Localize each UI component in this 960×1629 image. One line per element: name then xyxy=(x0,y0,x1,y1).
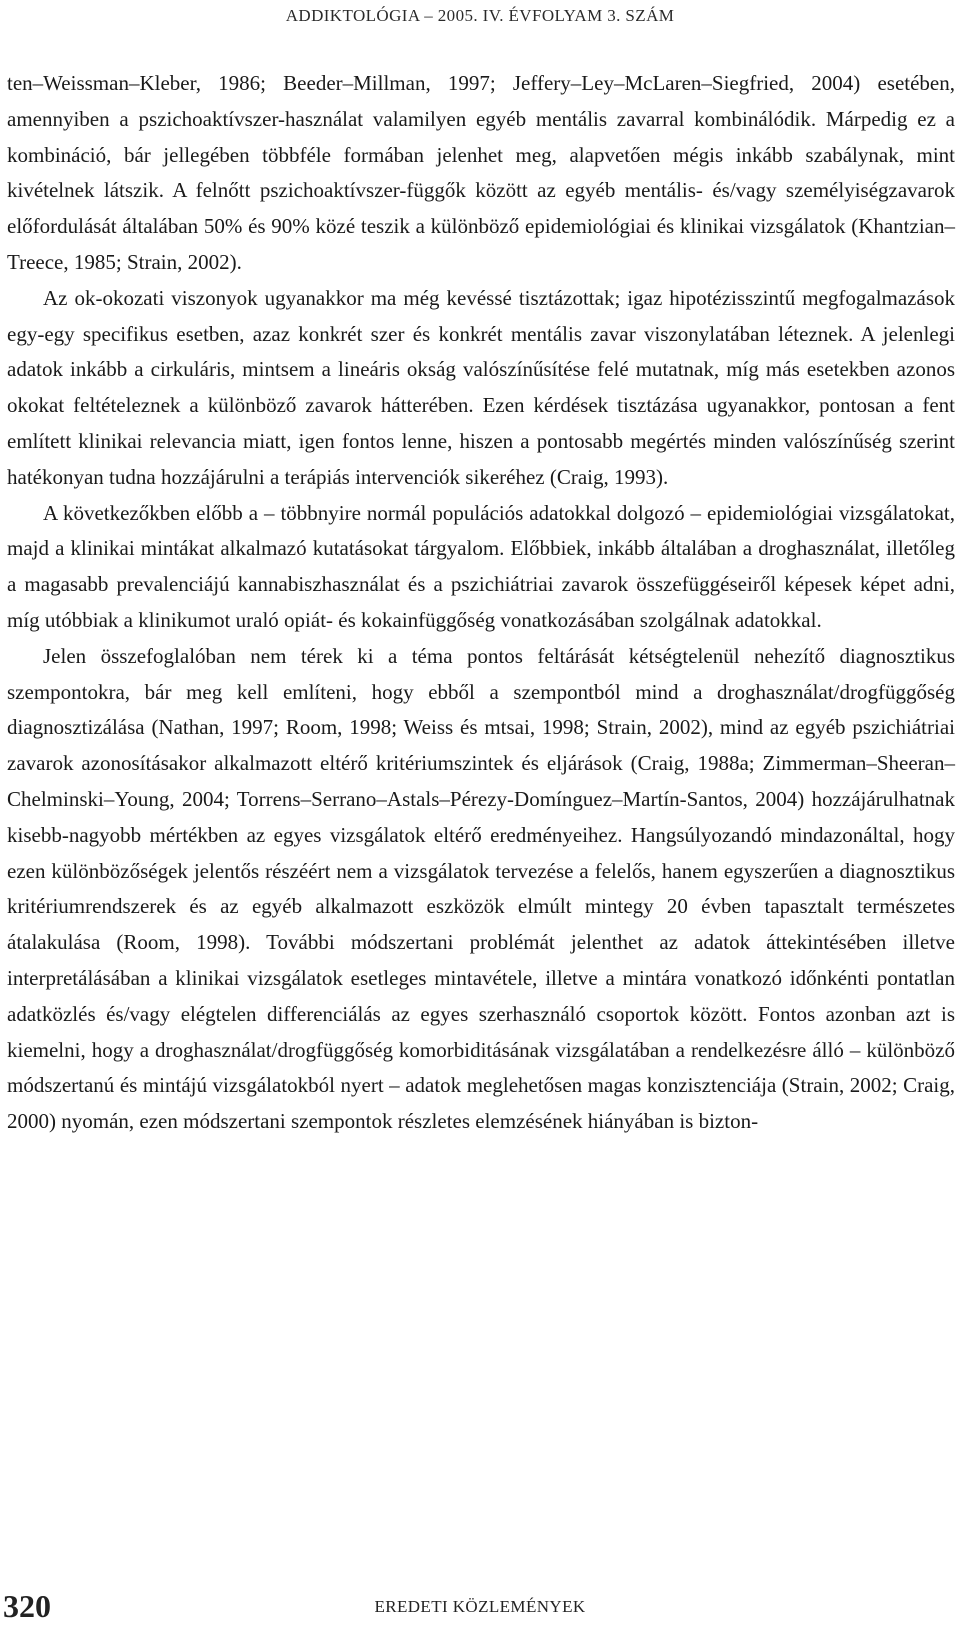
page-number: 320 xyxy=(3,1588,51,1624)
paragraph-causality: Az ok-okozati viszonyok ugyanakkor ma még kevéssé tisztázottak; igaz hipotézisszintű megfogalmazások egy-egy specifikus esetben, azaz konkrét szer és konkrét mentális zavar viszonylatában léteznek. A jelenlegi adatok inkább a cirkuláris, mintsem a lineáris okság valószínűsítése felé mutatnak, míg más esetekben azonos okokat feltételeznek a különböző zavarok hátterében. Ezen kérdések tisztázása ugyanakkor, pontosan a fent említett klinikai relevancia miatt, igen fontos lenne, hiszen a pontosabb megértés minden valószínűség szerint hatékonyan tudna hozzájárulni a terápiás intervenciók sikeréhez (Craig, 1993). xyxy=(7,285,955,489)
section-label: EREDETI KÖZLEMÉNYEK xyxy=(374,1597,586,1616)
running-head: ADDIKTOLÓGIA – 2005. IV. ÉVFOLYAM 3. SZÁM xyxy=(285,6,675,25)
page-footer xyxy=(0,1588,960,1624)
paragraph-methodology: Jelen összefoglalóban nem térek ki a téma pontos feltárását kétségtelenül nehezítő diagnosztikus szempontokra, bár meg kell említeni, hogy ebből a szempontból mind a droghasználat/drogfüggőség diagnosztizálása (Nathan, 1997; Room, 1998; Weiss és mtsai, 1998; Strain, 2002), mind az egyéb pszichiátriai zavarok azonosításakor alkalmazott eltérő kritériumszintek és eljárások (Craig, 1988a; Zimmerman–Sheeran–Chelminski–Young, 2004; Torrens–Serrano–Astals–Pérezy-Domínguez–Martín-Santos, 2004) hozzájárulhatnak kisebb-nagyobb mértékben az egyes vizsgálatok eltérő eredményeihez. Hangsúlyozandó mindazonáltal, hogy ezen különbözőségek jelentős részéért nem a vizsgálatok tervezése a felelős, hanem egyszerűen a diagnosztikus kritériumrendszerek és az egyéb alkalmazott eszközök elmúlt mintegy 20 évben tapasztalt természetes átalakulása (Room, 1998). További módszertani problémát jelenthet az adatok áttekintésében illetve interpretálásában a klinikai vizsgálatok esetleges mintavétele, illetve a mintára vonatkozó időnkénti pontatlan adatközlés és/vagy elégtelen differenciálás az egyes szerhasználó csoportok között. Fontos azonban azt is kiemelni, hogy a droghasználat/drogfüggőség komorbiditásának vizsgálatában a rendelkezésre álló – különböző módszertanú és mintájú vizsgálatokból nyert – adatok meglehetősen magas konzisztenciája (Strain, 2002; Craig, 2000) nyomán, ezen módszertani szempontok részletes elemzésének hiányában is bizton- xyxy=(7,643,955,1134)
paragraph-continuation: ten–Weissman–Kleber, 1986; Beeder–Millman, 1997; Jeffery–Ley–McLaren–Siegfried, 2004) esetében, amennyiben a pszichoaktívszer-használat valamilyen egyéb mentális zavarral kombinálódik. Márpedig ez a kombináció, bár jellegében többféle formában jelenhet meg, alapvetően mégis inkább szabálynak, mint kivételnek látszik. A felnőtt pszichoaktívszer-függők között az egyéb mentális- és/vagy személyiségzavarok előfordulását általában 50% és 90% közé teszik a különböző epidemiológiai és klinikai vizsgálatok (Khantzian–Treece, 1985; Strain, 2002). xyxy=(7,71,955,274)
paragraph-overview: A következőkben előbb a – többnyire normál populációs adatokkal dolgozó – epidemiológiai vizsgálatokat, majd a klinikai mintákat alkalmazó kutatásokat tárgyalom. Előbbiek, inkább általában a droghasználat, illetőleg a magasabb prevalenciájú kannabiszhasználat és a pszichiátriai zavarok összefüggéseiről képesek képet adni, míg utóbbiak a klinikumot uraló opiát- és kokainfüggőség vonatkozásában szolgálnak adatokkal. xyxy=(7,500,955,632)
article-body xyxy=(7,66,955,1140)
